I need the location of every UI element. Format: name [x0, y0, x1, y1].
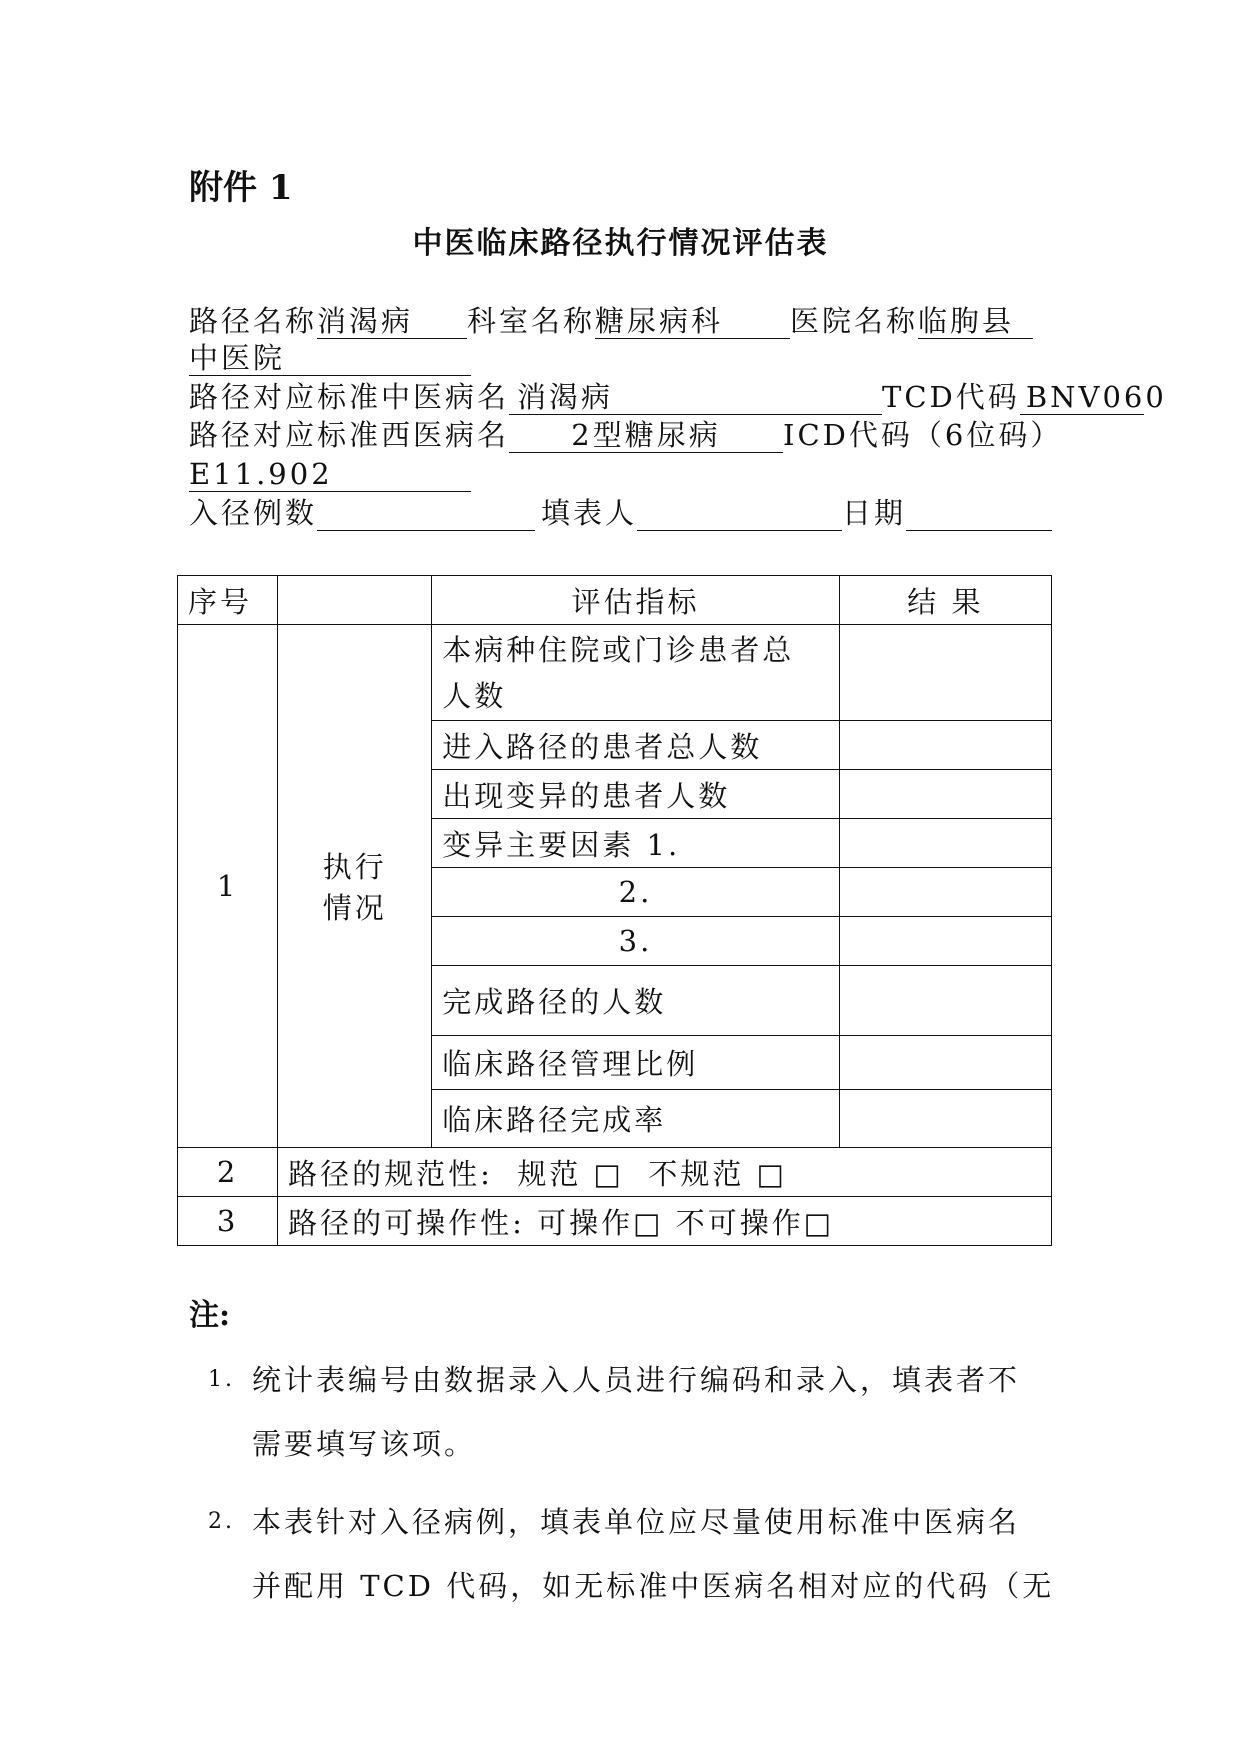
header-line-2: [189, 339, 1129, 377]
cases-label: 入径例数: [189, 496, 318, 530]
header-line-5: [189, 455, 1129, 493]
cases-field[interactable]: [317, 496, 535, 531]
indicator-variation-factor-1: 变异主要因素 1.: [432, 819, 839, 868]
notes-title: 注:: [189, 1298, 231, 1333]
tcm-name-label: 路径对应标准中医病名: [189, 380, 510, 414]
section2-standardization[interactable]: 路径的规范性: 规范 □ 不规范 □: [278, 1148, 1052, 1197]
header-result: 结 果: [839, 576, 1051, 625]
result-cell[interactable]: [839, 625, 1051, 721]
section1-label: 执行 情况: [278, 625, 432, 1148]
header-line-3: [189, 378, 1167, 416]
result-cell[interactable]: [839, 1090, 1051, 1148]
table-row: [178, 1148, 1052, 1197]
result-cell[interactable]: [839, 819, 1051, 868]
hospital-field[interactable]: 临朐县: [918, 304, 1033, 339]
header-blank: [278, 576, 432, 625]
section3-no: 3: [178, 1197, 278, 1246]
indicator-variation-patients: 出现变异的患者人数: [432, 770, 839, 819]
indicator-variation-factor-3: 3.: [432, 917, 839, 966]
header-line-1: [189, 302, 1129, 340]
result-cell[interactable]: [839, 917, 1051, 966]
section2-no: 2: [178, 1148, 278, 1197]
note-2: [208, 1490, 1058, 1618]
indicator-variation-factor-2: 2.: [432, 868, 839, 917]
tcd-label: TCD代码: [882, 380, 1020, 414]
filler-field[interactable]: [637, 496, 842, 531]
result-cell[interactable]: [839, 721, 1051, 770]
hospital-field-cont[interactable]: 中医院: [189, 341, 471, 376]
table-row: [178, 1197, 1052, 1246]
indicator-entered-patients: 进入路径的患者总人数: [432, 721, 839, 770]
section1-no: 1: [178, 625, 278, 1148]
path-name-label: 路径名称: [189, 304, 318, 338]
path-name-field[interactable]: 消渴病: [317, 304, 467, 339]
header-no: 序号: [178, 576, 278, 625]
attachment-label: 附件 1: [189, 168, 293, 208]
result-cell[interactable]: [839, 770, 1051, 819]
west-name-field[interactable]: 2型糖尿病: [509, 418, 783, 453]
west-name-label: 路径对应标准西医病名: [189, 418, 510, 452]
dept-field[interactable]: 糖尿病科: [595, 304, 790, 339]
note-2-number: 2.: [208, 1509, 235, 1534]
indicator-total-patients: 本病种住院或门诊患者总 人数: [432, 625, 839, 721]
indicator-management-ratio: 临床路径管理比例: [432, 1036, 839, 1090]
table-row: [178, 625, 1052, 721]
evaluation-table: [177, 575, 1052, 1246]
filler-label: 填表人: [541, 496, 638, 530]
hospital-label: 医院名称: [790, 304, 919, 338]
note-1-number: 1.: [208, 1367, 235, 1392]
form-title: 中医临床路径执行情况评估表: [412, 226, 829, 261]
date-field[interactable]: [906, 496, 1052, 531]
result-cell[interactable]: [839, 1036, 1051, 1090]
result-cell[interactable]: [839, 868, 1051, 917]
header-line-4: [189, 416, 1129, 454]
indicator-completed-count: 完成路径的人数: [432, 966, 839, 1036]
tcm-name-field[interactable]: 消渴病: [509, 380, 882, 415]
table-header-row: [178, 576, 1052, 625]
note-1: [208, 1348, 1058, 1476]
indicator-completion-rate: 临床路径完成率: [432, 1090, 839, 1148]
icd-label: ICD代码（6位码）: [783, 418, 1063, 452]
note-1-text: 统计表编号由数据录入人员进行编码和录入，填表者不 需要填写该项。: [252, 1363, 1021, 1461]
note-2-text: 本表针对入径病例，填表单位应尽量使用标准中医病名 并配用 TCD 代码，如无标准中医病名相对应的代码（无: [252, 1505, 1055, 1603]
dept-label: 科室名称: [467, 304, 596, 338]
section3-operability[interactable]: 路径的可操作性: 可操作□ 不可操作□: [278, 1197, 1052, 1246]
result-cell[interactable]: [839, 966, 1051, 1036]
tcd-field[interactable]: BNV060: [1020, 380, 1144, 415]
icd-field[interactable]: E11.902: [189, 457, 471, 492]
header-indicator: 评估指标: [432, 576, 839, 625]
header-line-6: [189, 494, 1129, 532]
date-label: 日期: [842, 496, 907, 530]
